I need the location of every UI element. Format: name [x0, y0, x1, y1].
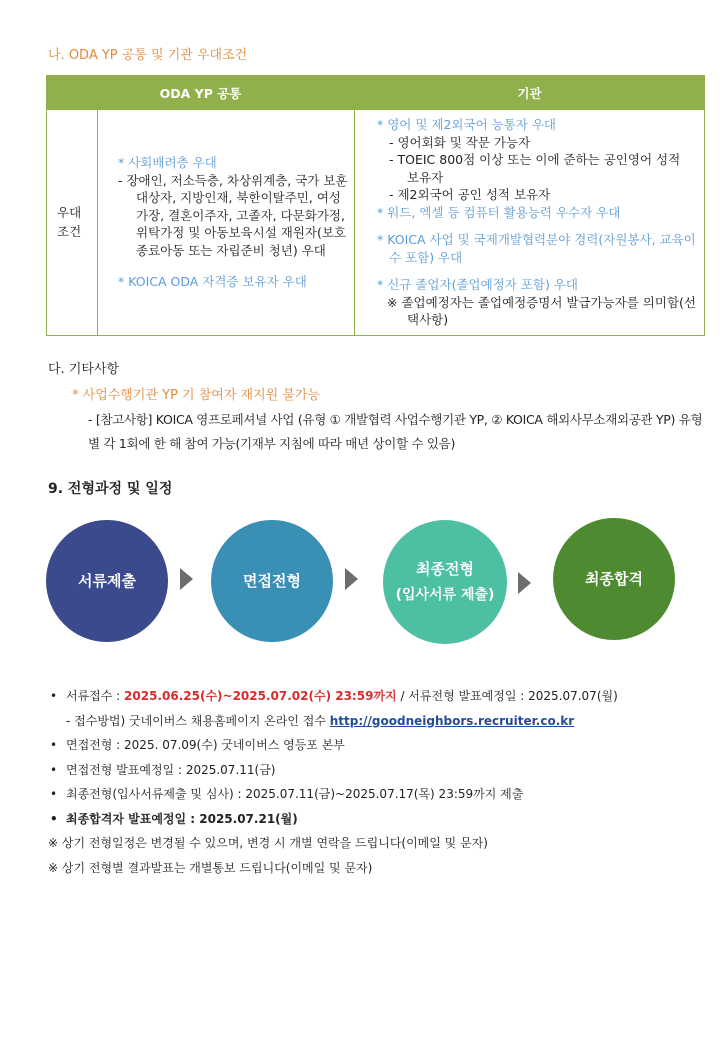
- schedule-item-4: [48, 782, 618, 807]
- schedule-item-4-text: 최종전형(입사서류제출 및 심사) : 2025.07.11(금)~2025.07.17(목) 23:59까지 제출: [66, 787, 524, 801]
- section-da-item-2: - [참고사항] KOICA 영프로페셔널 사업 (유형 ① 개발협력 사업수행기관 YP, ② KOICA 해외사무소재외공관 YP) 유형별 각 1회에 한 해 참여 가능(기재부 지침에 따라 매년 상이할 수 있음): [88, 412, 703, 451]
- schedule-note-2: ※ 상기 전형별 결과발표는 개별통보 드립니다(이메일 및 문자): [48, 860, 373, 875]
- org-heading-4: * 신규 졸업자(졸업예정자 포함) 우대: [377, 277, 578, 292]
- schedule-item-2-text: 면접전형 : 2025. 07.09(수) 굿네이버스 영등포 본부: [66, 738, 345, 752]
- org-item-2: - TOEIC 800점 이상 또는 이에 준하는 공인영어 성적 보유자: [389, 152, 681, 185]
- bullet-icon: •: [50, 762, 58, 777]
- schedule-method-label: - 접수방법) 굿네이버스 채용홈페이지 온라인 접수: [66, 713, 330, 728]
- row-label-line1: 우대: [57, 205, 82, 221]
- org-note: ※ 졸업예정자는 졸업예정증명서 발급가능자를 의미함(선택사항): [387, 294, 696, 327]
- common-cell: [98, 110, 355, 336]
- header-common: ODA YP 공통: [47, 76, 355, 110]
- common-item-1: - 장애인, 저소득층, 차상위계층, 국가 보훈대상자, 지방인재, 북한이탈주민, 여성가장, 결혼이주자, 고졸자, 다문화가정, 위탁가정 및 아동보육시설 재원자(보호종료아동 또는 자립준비 청년) 우대: [118, 172, 348, 258]
- common-heading-1: * 사회배려층 우대: [118, 155, 217, 170]
- org-heading-2: * 워드, 엑셀 등 컴퓨터 활용능력 우수자 우대: [377, 204, 621, 220]
- process-step-1-label: 서류제출: [78, 572, 136, 590]
- process-step-4: [553, 518, 675, 640]
- table-row: [47, 110, 705, 336]
- row-label-line2: 조건: [57, 224, 82, 240]
- process-arrow-3: [518, 572, 531, 594]
- process-step-2-label: 면접전형: [243, 572, 301, 590]
- org-heading-3: * KOICA 사업 및 국제개발협력분야 경력(자원봉사, 교육이수 포함) 우대: [377, 232, 696, 265]
- schedule-item-3: [48, 758, 618, 783]
- org-heading-1: * 영어 및 제2외국어 능통자 우대: [377, 117, 556, 132]
- schedule-item-1-date: 2025.06.25(수)~2025.07.02(수) 23:59까지: [124, 689, 397, 703]
- schedule-item-3-text: 면접전형 발표예정일 : 2025.07.11(금): [66, 762, 276, 777]
- recruit-link[interactable]: http://goodneighbors.recruiter.co.kr: [329, 713, 575, 728]
- bullet-icon: •: [50, 811, 58, 826]
- process-step-2: [211, 520, 333, 642]
- org-cell: [355, 110, 705, 336]
- process-arrow-1: [180, 568, 193, 590]
- header-org: 기관: [355, 76, 705, 110]
- bullet-icon: •: [50, 787, 58, 801]
- schedule-note-1: ※ 상기 전형일정은 변경될 수 있으며, 변경 시 개별 연락을 드립니다(이메일 및 문자): [48, 836, 488, 850]
- process-step-3-label-1: 최종전형: [416, 560, 474, 578]
- process-step-4-label: 최종합격: [585, 570, 643, 588]
- section-9-title: 9. 전형과정 및 일정: [48, 481, 173, 497]
- schedule-item-5: [48, 807, 618, 832]
- section-da-item-1: * 사업수행기관 YP 기 참여자 재지원 불가능: [72, 388, 321, 403]
- schedule-item-5-text: 최종합격자 발표예정일 : 2025.07.21(월): [66, 811, 298, 826]
- org-item-3: - 제2외국어 공인 성적 보유자: [389, 187, 551, 202]
- process-arrow-2: [345, 568, 358, 590]
- schedule-item-1-method: [48, 709, 618, 734]
- process-step-3-label-2: (입사서류 제출): [395, 587, 495, 603]
- org-item-1: - 영어회화 및 작문 가능자: [389, 134, 531, 150]
- row-label: [47, 110, 98, 336]
- schedule-item-1-label: 서류접수 :: [66, 689, 125, 703]
- section-da-title: 다. 기타사항: [48, 362, 120, 377]
- schedule-item-2: [48, 733, 618, 758]
- preference-table: [46, 75, 705, 336]
- schedule-item-1: [48, 684, 618, 709]
- common-heading-2: * KOICA ODA 자격증 보유자 우대: [118, 274, 307, 289]
- process-step-1: [46, 520, 168, 642]
- table-header-row: [47, 76, 705, 110]
- process-step-3: [383, 520, 507, 644]
- bullet-icon: •: [50, 738, 58, 752]
- schedule-item-1-rest: / 서류전형 발표예정일 : 2025.07.07(월): [396, 689, 618, 703]
- schedule-list: [48, 684, 618, 880]
- section-na-title: 나. ODA YP 공통 및 기관 우대조건: [48, 48, 248, 63]
- bullet-icon: •: [50, 689, 58, 703]
